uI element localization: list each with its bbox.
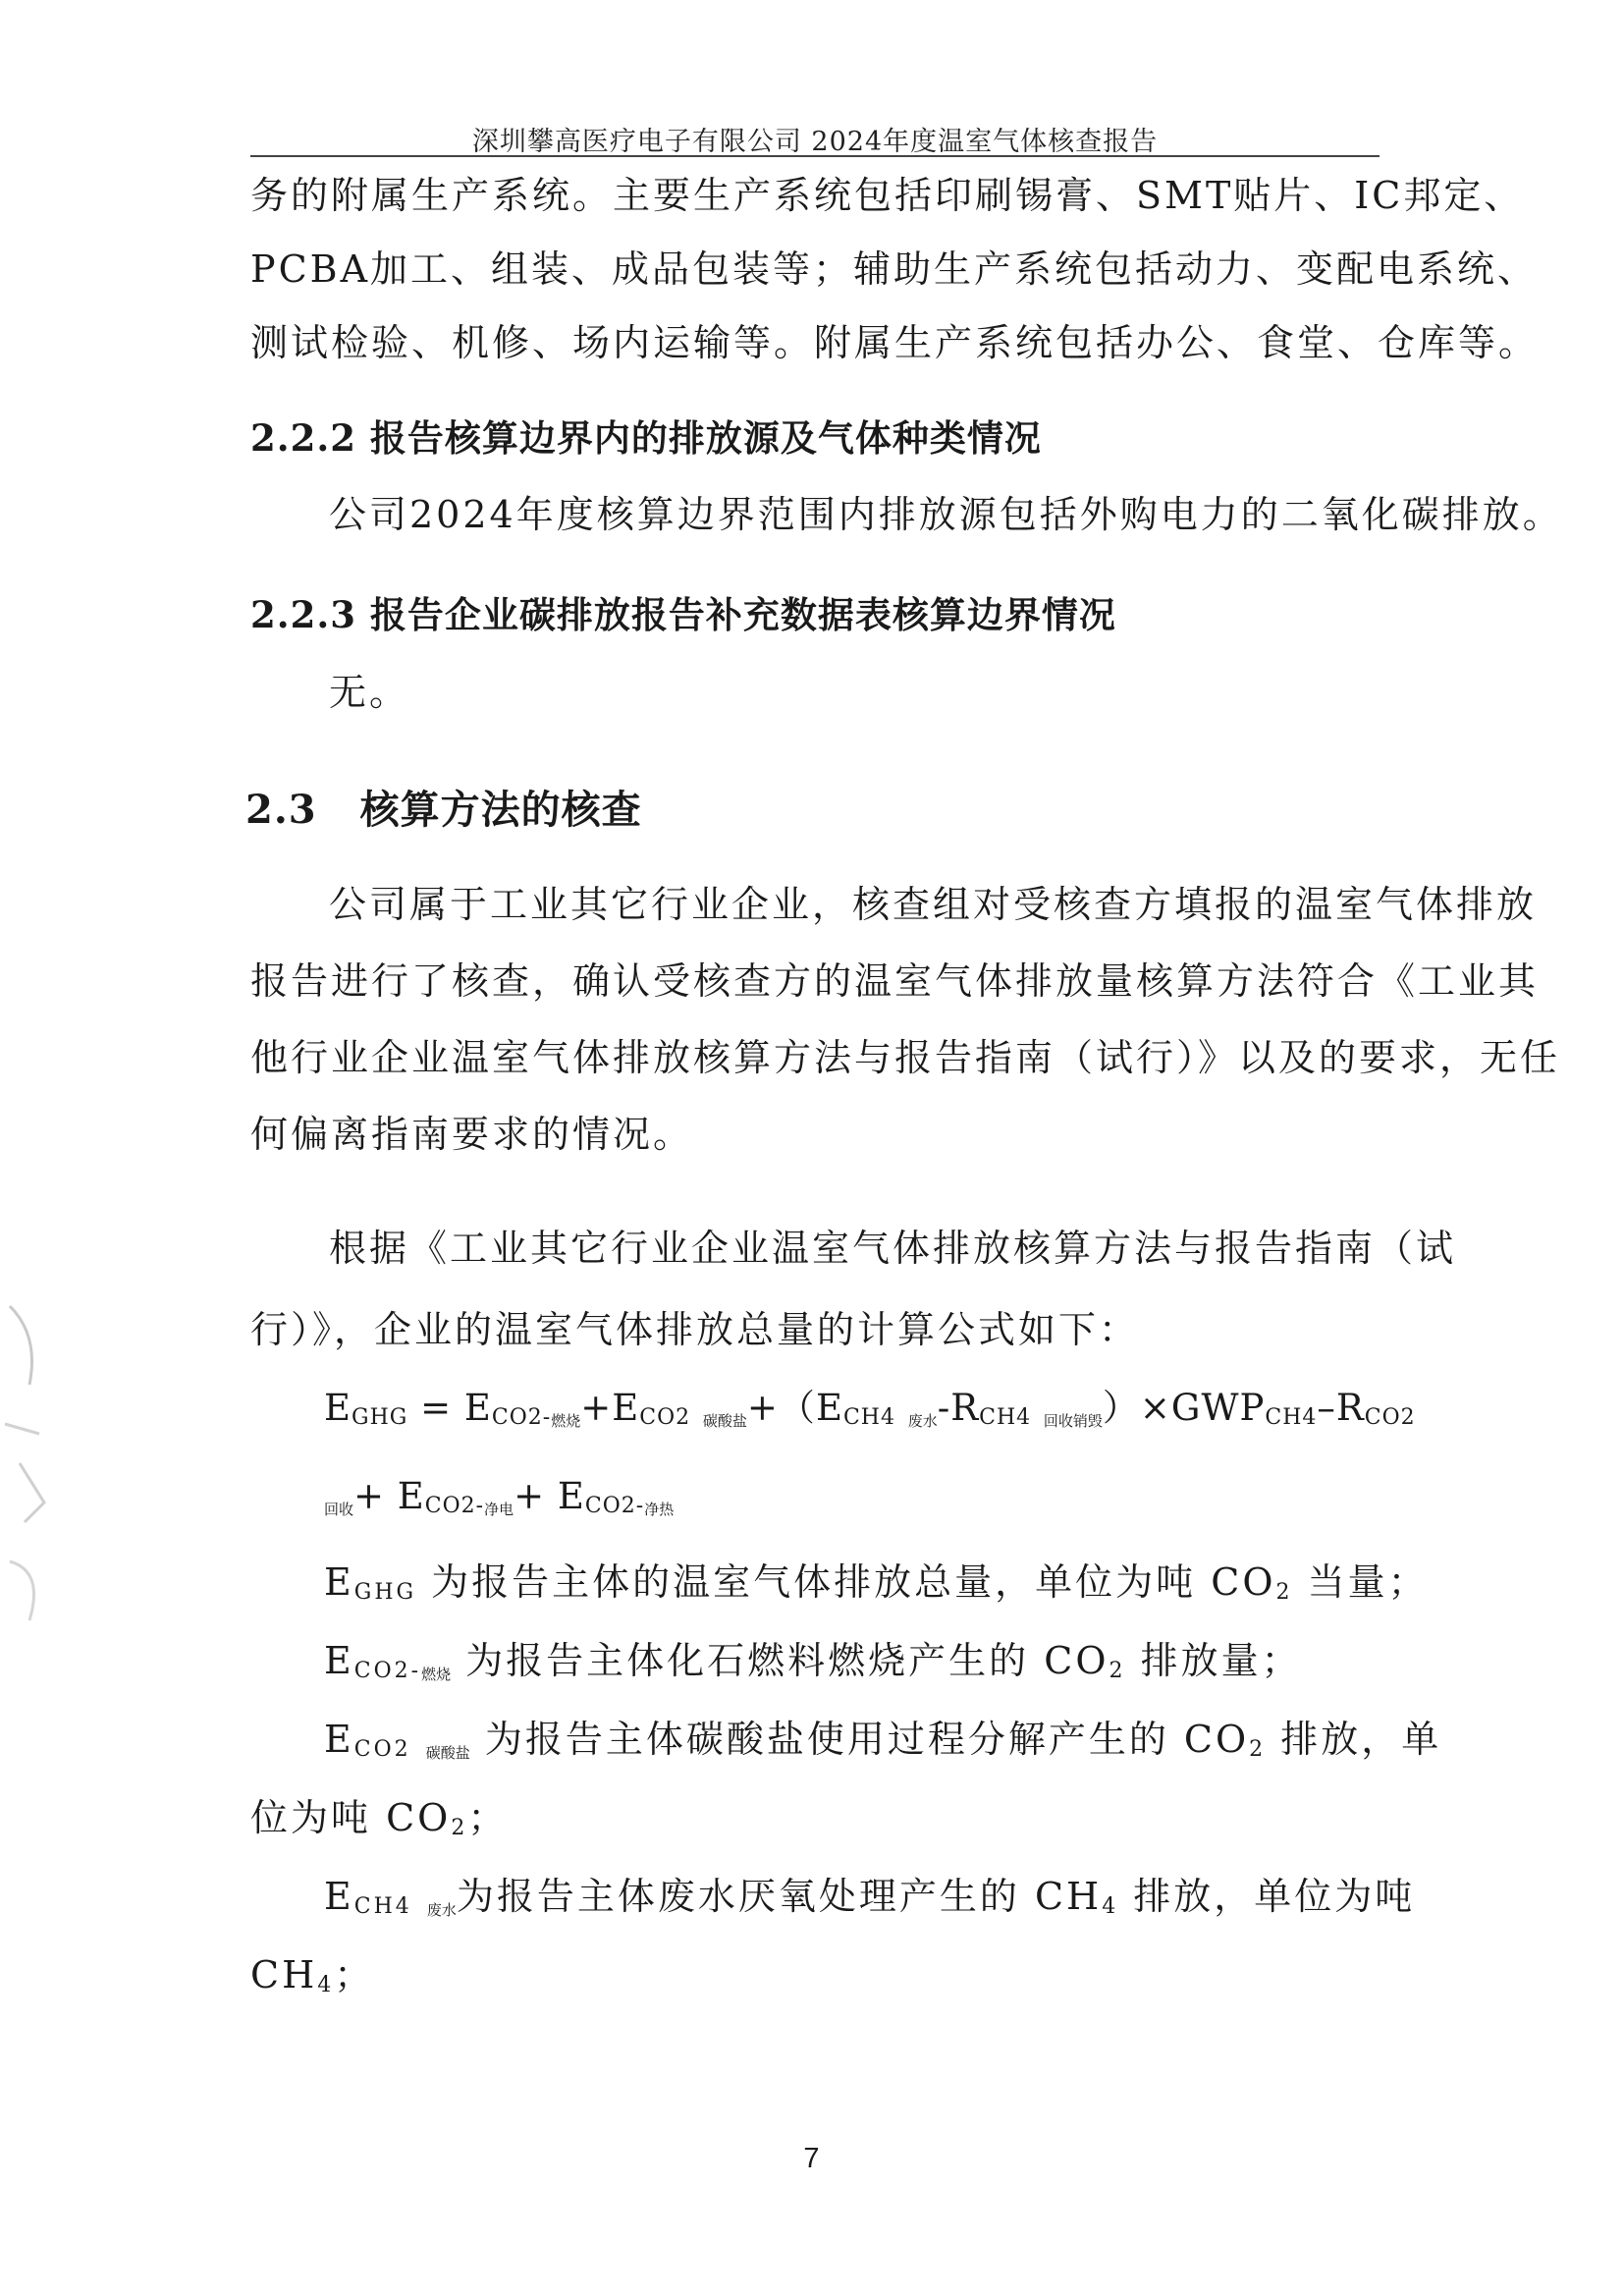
formula-line-2: 回收+ ECO2-净电+ ECO2-净热 [324,1475,675,1518]
formula-line-1: EGHG = ECO2-燃烧+ECO2 碳酸盐+（ECH4 废水-RCH4 回收销毁）×GWPCH4–RCO2 [324,1387,1416,1430]
section-222-body: 公司2024年度核算边界范围内排放源包括外购电力的二氧化碳排放。 [329,493,1563,536]
intro-line-2: PCBA加工、组装、成品包装等；辅助生产系统包括动力、变配电系统、 [250,247,1539,291]
definition-e-co2-carbonate: ECO2 碳酸盐 为报告主体碳酸盐使用过程分解产生的 CO2 排放，单 [324,1718,1442,1762]
definition-e-ghg: EGHG 为报告主体的温室气体排放总量，单位为吨 CO2 当量； [324,1560,1429,1605]
header-rule [250,155,1380,157]
report-header: 深圳攀高医疗电子有限公司 2024年度温室气体核查报告 [471,127,1159,157]
section-23-para1-line-1: 公司属于工业其它行业企业，核查组对受核查方填报的温室气体排放 [329,883,1538,926]
page-number: 7 [803,2143,820,2174]
section-23-para1-line-2: 报告进行了核查，确认受核查方的温室气体排放量核算方法符合《工业其 [250,959,1540,1003]
definition-e-co2-combustion: ECO2-燃烧 为报告主体化石燃料燃烧产生的 CO2 排放量； [324,1639,1302,1683]
definition-e-co2-carbonate-cont: 位为吨 CO2； [250,1796,509,1840]
section-23-para2-line-1: 根据《工业其它行业企业温室气体排放核算方法与报告指南（试 [329,1227,1457,1270]
intro-line-1: 务的附属生产系统。主要生产系统包括印刷锡膏、SMT贴片、IC邦定、 [250,174,1525,217]
section-222-heading: 2.2.2 报告核算边界内的排放源及气体种类情况 [250,416,1042,460]
section-23-number: 2.3 [245,787,317,833]
section-23-title: 核算方法的核查 [359,787,642,833]
definition-e-ch4-wastewater-cont: CH4； [250,1953,375,1997]
intro-line-3: 测试检验、机修、场内运输等。附属生产系统包括办公、食堂、仓库等。 [250,321,1540,364]
section-223-heading: 2.2.3 报告企业碳排放报告补充数据表核算边界情况 [250,593,1116,636]
section-23-para2-line-2: 行）》，企业的温室气体排放总量的计算公式如下： [250,1308,1140,1351]
section-23-para1-line-3: 他行业企业温室气体排放核算方法与报告指南（试行）》以及的要求，无任 [250,1036,1561,1079]
section-23-para1-line-4: 何偏离指南要求的情况。 [250,1113,694,1156]
seal-stamp-fragment [0,1277,59,1669]
definition-e-ch4-wastewater: ECH4 废水为报告主体废水厌氧处理产生的 CH4 排放，单位为吨 [324,1875,1416,1919]
section-23-heading [245,787,642,833]
section-223-body: 无。 [329,671,410,714]
